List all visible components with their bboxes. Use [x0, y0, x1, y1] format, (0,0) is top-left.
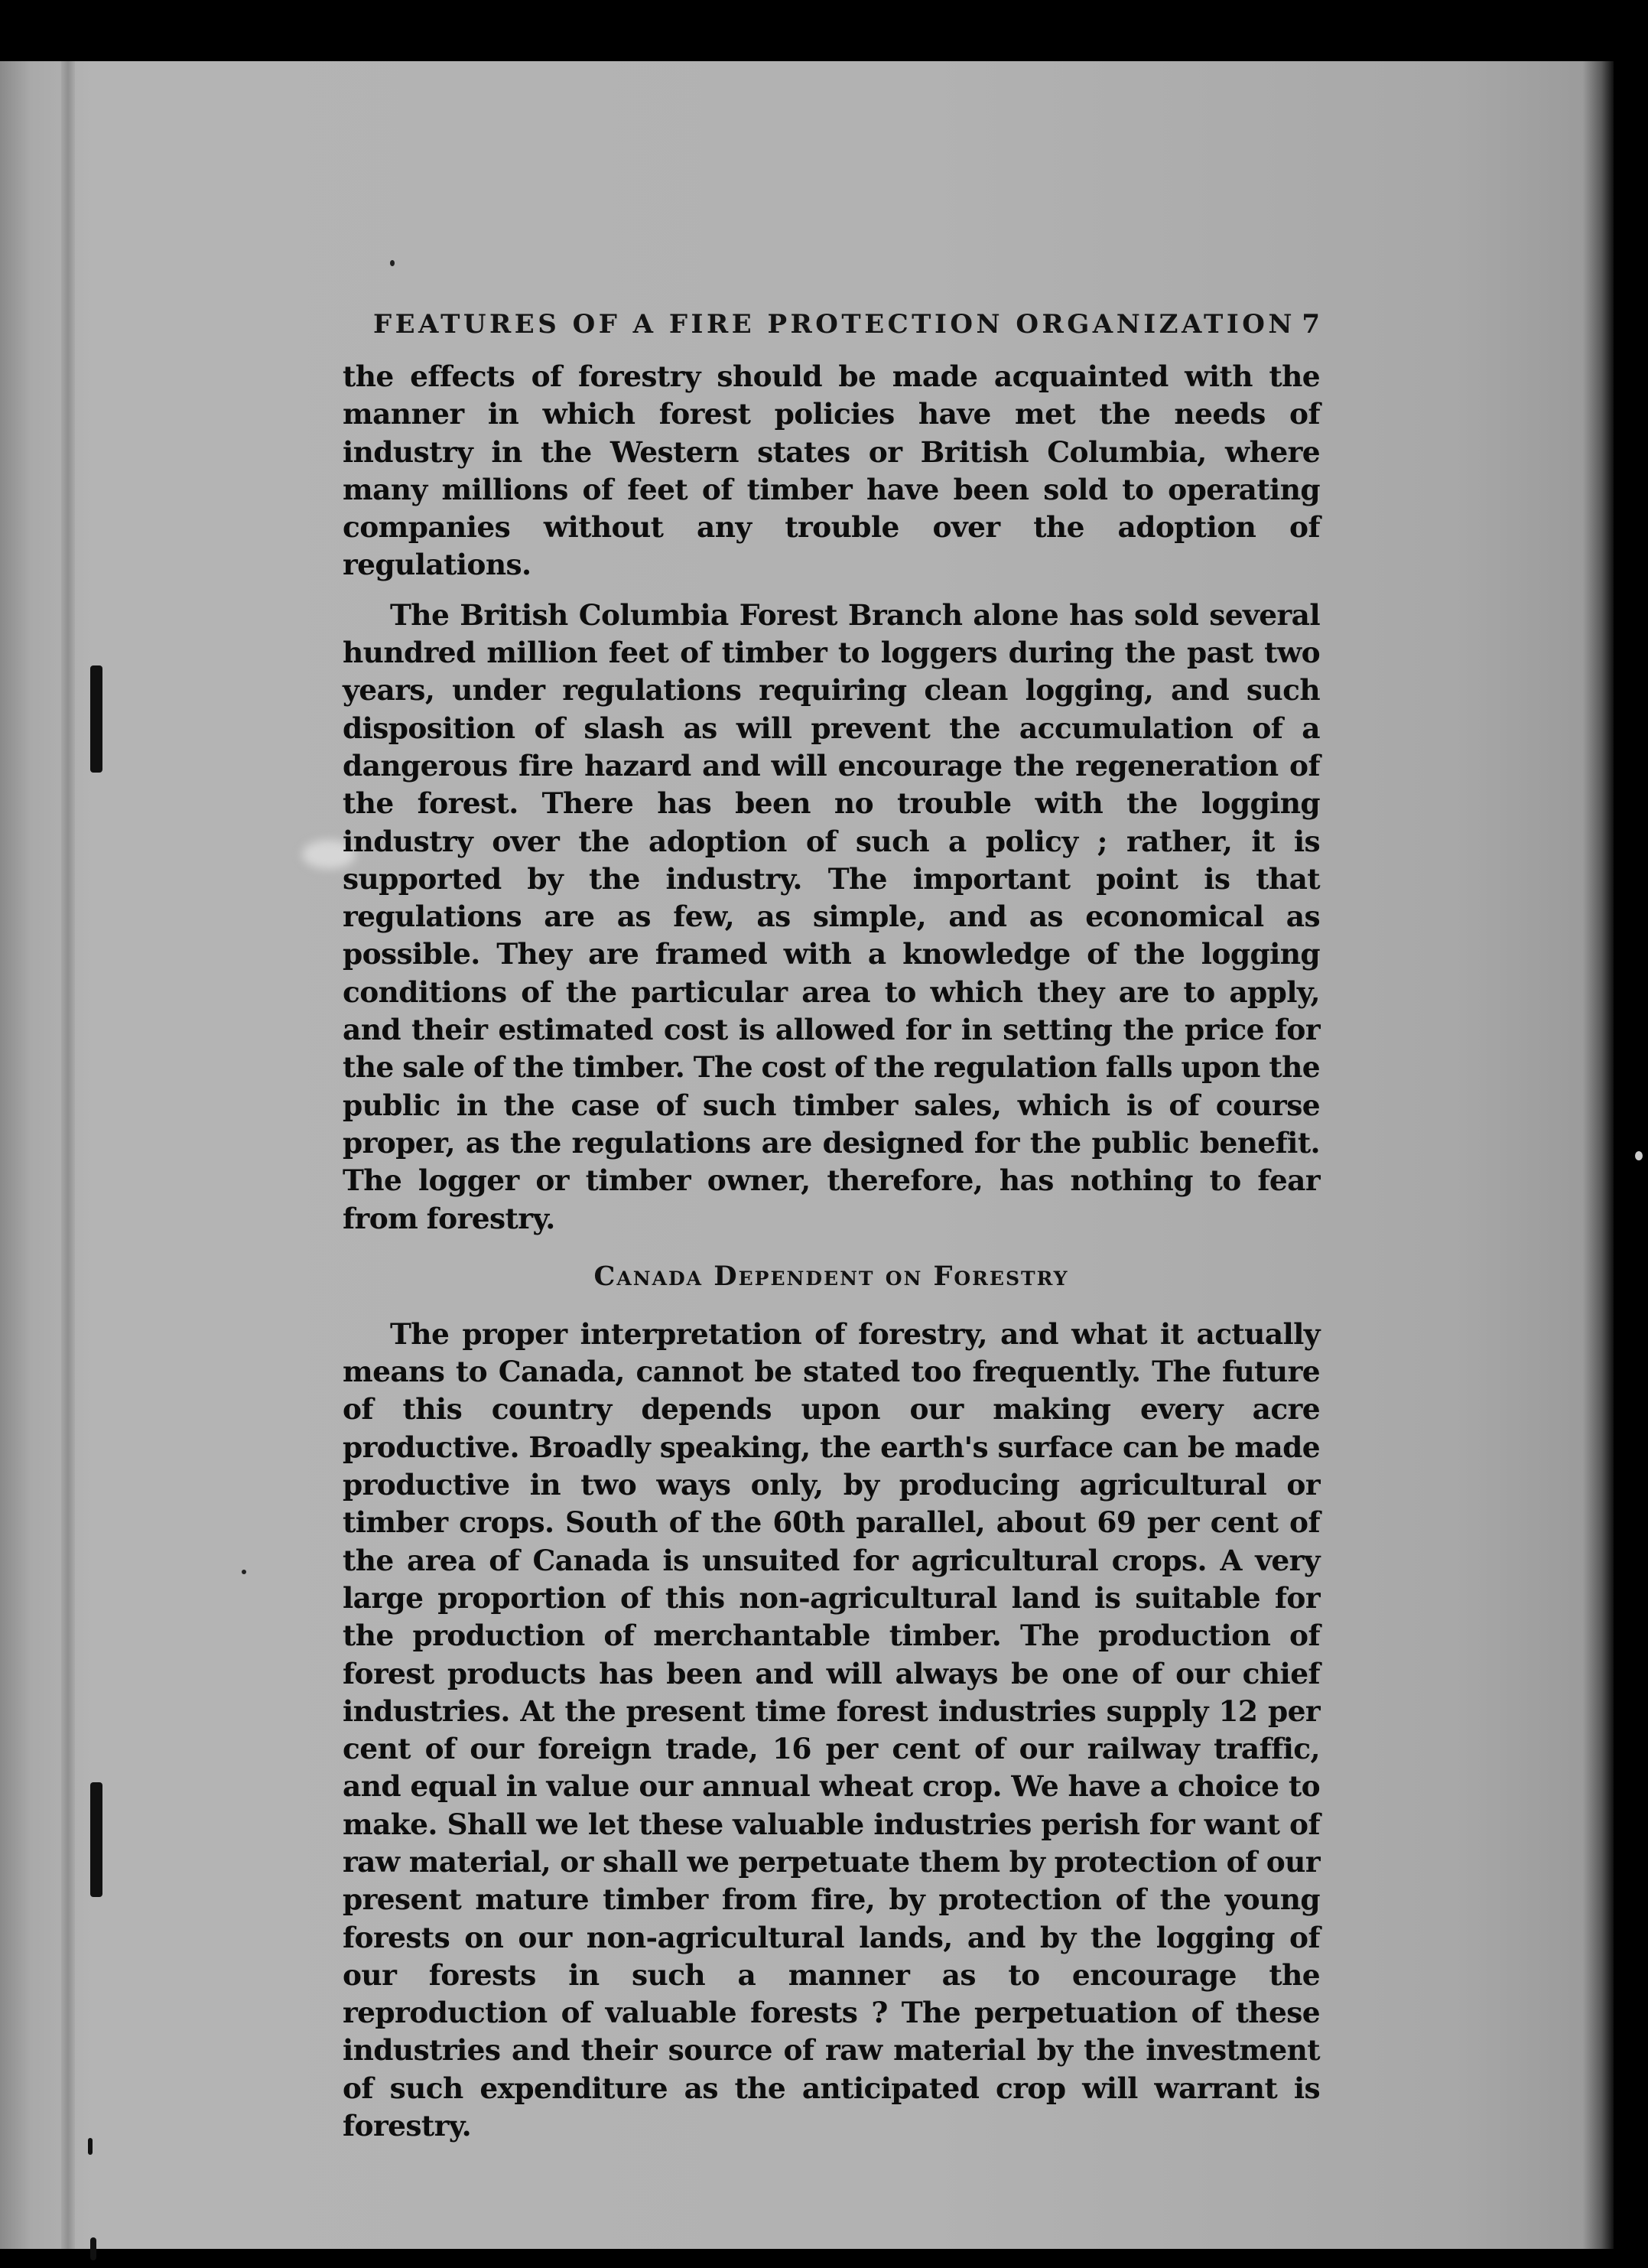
paragraph-continued: the effects of forestry should be made acquainted with the manner in which forest policies have met the needs of industry in the Western states or British Columbia, where many millions of feet of timber have been sold to operating companies without any trouble over the adoption of regulations.: [343, 360, 1320, 582]
paragraph: The British Columbia Forest Branch alone has sold several hundred million feet of timber to loggers during the past two years, under regulations requiring clean logging, and such disposition of slash as will prevent the accumulation of a dangerous fire hazard and will encourage the regeneration of the forest. There has been no trouble with the logging industry over the adoption of such a policy ; rather, it is supported by the industry. The important point is that regulations are as few, as simple, and as economical as possible. They are framed with a knowledge of the logging conditions of the particular area to which they are to apply, and their estimated cost is allowed for in setting the price for the sale of the timber. The cost of the regulation falls upon the public in the case of such timber sales, which is of course proper, as the regulations are designed for the public benefit. The logger or timber owner, therefore, has nothing to fear from forestry.: [343, 597, 1320, 1235]
binding-mark: [90, 2237, 96, 2260]
binding-mark: [90, 1782, 102, 1897]
dust-speck: [1635, 1151, 1643, 1160]
running-head-title: FEATURES OF A FIRE PROTECTION ORGANIZATION: [373, 309, 1295, 340]
page-edge: [1583, 61, 1614, 2249]
binding-mark: [88, 2138, 93, 2155]
dust-speck: [242, 1570, 246, 1574]
running-head: [373, 304, 1320, 344]
binding-shadow: [61, 61, 75, 2249]
page-content: [343, 304, 1320, 2145]
page-number: 7: [1302, 309, 1320, 340]
binding-mark: [90, 665, 102, 773]
paragraph: The proper interpretation of forestry, and what it actually means to Canada, cannot be stated too frequently. The future of this country depends upon our making every acre productive. Broadly speaking, the earth's surface can be made productive in two ways only, by producing agricultural or timber crops. South of the 60th parallel, about 69 per cent of the area of Canada is unsuited for agricultural crops. A very large proportion of this non-agricultural land is suitable for the production of merchantable timber. The production of forest products has been and will always be one of our chief industries. At the present time forest industries supply 12 per cent of our foreign trade, 16 per cent of our railway traffic, and equal in value our annual wheat crop. We have a choice to make. Shall we let these valuable industries perish for want of raw material, or shall we perpetuate them by protection of our present mature timber from fire, by protection of the young forests on our non-agricultural lands, and by the logging of our forests in such a manner as to encourage the reproduction of valuable forests ? The perpetuation of these industries and their source of raw material by the investment of such expenditure as the anticipated crop will warrant is forestry.: [343, 1316, 1320, 2143]
section-heading: Canada Dependent on Forestry: [593, 1260, 1069, 1292]
dust-speck: [390, 260, 395, 266]
